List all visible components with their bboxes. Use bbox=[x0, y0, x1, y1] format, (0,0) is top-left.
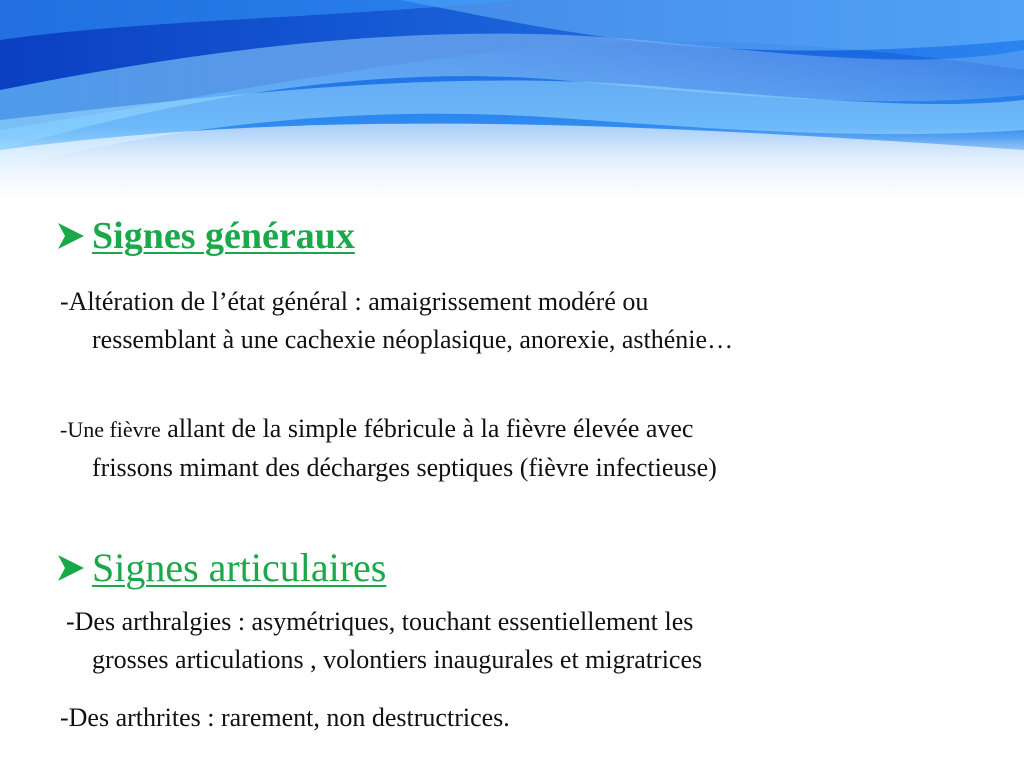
arrow-bullet-icon bbox=[54, 219, 88, 253]
list-item bbox=[60, 283, 960, 359]
list-item bbox=[60, 410, 960, 487]
arrow-bullet-icon bbox=[54, 551, 88, 585]
item-line: allant de la simple fébricule à la fièvre élevée avec bbox=[160, 414, 694, 443]
blue-wave-banner bbox=[0, 0, 1024, 230]
item-line: -Des arthrites : rarement, non destructrices. bbox=[60, 703, 510, 732]
list-item bbox=[60, 699, 960, 737]
item-prefix: -Une fièvre bbox=[60, 417, 161, 442]
item-line: -Des arthralgies : asymétriques, touchant essentiellement les bbox=[66, 607, 694, 636]
item-line-continued: frissons mimant des décharges septiques (fièvre infectieuse) bbox=[92, 453, 717, 482]
item-line: -Altération de l’état général : amaigrissement modéré ou bbox=[60, 287, 649, 316]
item-line-continued: ressemblant à une cachexie néoplasique, anorexie, asthénie… bbox=[92, 325, 734, 354]
section-heading: Signes généraux bbox=[92, 215, 355, 257]
heading-signes-articulaires bbox=[54, 544, 386, 591]
heading-signes-generaux bbox=[54, 214, 355, 258]
section-heading: Signes articulaires bbox=[92, 545, 387, 590]
list-item bbox=[66, 603, 966, 679]
item-line-continued: grosses articulations , volontiers inaugurales et migratrices bbox=[92, 645, 703, 674]
